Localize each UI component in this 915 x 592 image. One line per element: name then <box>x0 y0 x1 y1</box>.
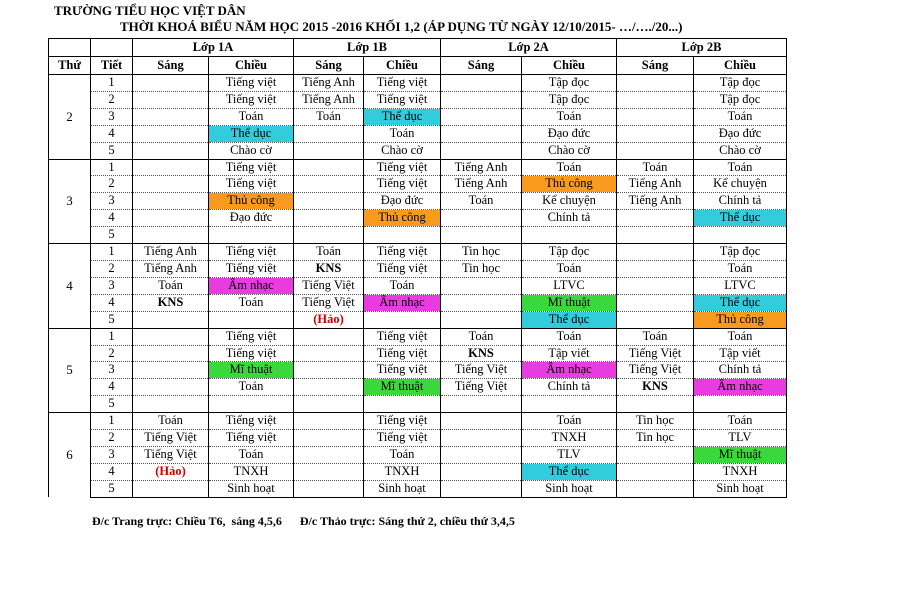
subject-cell <box>294 345 364 362</box>
period-row <box>49 345 787 362</box>
period-row <box>49 108 787 125</box>
subject-cell: Thể dục <box>364 108 441 125</box>
subject-cell: Tiếng Anh <box>617 193 694 210</box>
sang-header: Sáng <box>441 57 522 75</box>
subject-cell: Mĩ thuật <box>522 294 617 311</box>
subject-cell <box>617 396 694 413</box>
subject-cell: Tiếng việt <box>364 244 441 261</box>
subject-cell: Thể dục <box>209 125 294 142</box>
period-number: 5 <box>91 311 133 328</box>
subject-cell <box>133 176 209 193</box>
subject-cell: Chính tả <box>694 362 787 379</box>
subject-cell <box>617 227 694 244</box>
subject-cell <box>617 125 694 142</box>
subject-cell: Tiếng việt <box>209 430 294 447</box>
subject-cell <box>133 311 209 328</box>
subject-cell: Chính tả <box>694 193 787 210</box>
subject-cell: TLV <box>694 430 787 447</box>
chieu-header: Chiều <box>694 57 787 75</box>
subject-cell <box>133 193 209 210</box>
subject-cell: Sinh hoạt <box>522 480 617 497</box>
subject-cell <box>133 108 209 125</box>
subject-cell: Tiếng Việt <box>294 277 364 294</box>
subject-cell <box>441 430 522 447</box>
subject-cell <box>209 227 294 244</box>
subject-cell: Tiếng việt <box>209 244 294 261</box>
subject-cell: Tiếng việt <box>364 328 441 345</box>
subject-cell <box>294 328 364 345</box>
subject-cell: Tiếng việt <box>209 75 294 92</box>
timetable <box>48 38 787 498</box>
subject-cell: Toán <box>522 108 617 125</box>
subject-cell: Sinh hoạt <box>694 480 787 497</box>
period-row <box>49 328 787 345</box>
subject-cell <box>441 125 522 142</box>
subject-cell: Tiếng Việt <box>617 345 694 362</box>
period-row <box>49 463 787 480</box>
subject-cell <box>294 227 364 244</box>
day-label: 3 <box>49 159 91 244</box>
subject-cell: Tiếng việt <box>209 91 294 108</box>
subject-cell: Tiếng việt <box>209 260 294 277</box>
subject-cell <box>617 142 694 159</box>
chieu-header: Chiều <box>522 57 617 75</box>
subject-cell: Tiếng Anh <box>441 159 522 176</box>
subject-cell: Toán <box>294 108 364 125</box>
subject-cell: Toán <box>441 328 522 345</box>
period-row <box>49 142 787 159</box>
subject-cell <box>441 396 522 413</box>
subject-cell: Tiếng Việt <box>294 294 364 311</box>
period-number: 2 <box>91 345 133 362</box>
subject-cell <box>209 311 294 328</box>
period-number: 1 <box>91 159 133 176</box>
subject-cell: KNS <box>441 345 522 362</box>
subject-cell <box>294 193 364 210</box>
subject-cell: Toán <box>133 413 209 430</box>
period-number: 2 <box>91 176 133 193</box>
subject-cell: Toán <box>364 446 441 463</box>
subject-cell: Tiếng việt <box>364 413 441 430</box>
period-row <box>49 379 787 396</box>
subject-cell: Tin học <box>617 413 694 430</box>
subject-cell <box>617 311 694 328</box>
subject-cell <box>617 244 694 261</box>
subject-cell: Mĩ thuật <box>209 362 294 379</box>
period-number: 3 <box>91 277 133 294</box>
subject-cell: Toán <box>522 328 617 345</box>
subject-cell <box>441 413 522 430</box>
subject-cell <box>294 413 364 430</box>
period-number: 4 <box>91 379 133 396</box>
subject-cell <box>441 108 522 125</box>
period-number: 3 <box>91 446 133 463</box>
subject-cell <box>441 311 522 328</box>
subject-cell: Tiếng Anh <box>133 260 209 277</box>
subject-cell: Toán <box>209 108 294 125</box>
subject-cell: Toán <box>294 244 364 261</box>
subject-cell <box>364 227 441 244</box>
subject-cell: Toán <box>133 277 209 294</box>
subject-cell: Toán <box>522 413 617 430</box>
subject-cell: Toán <box>694 413 787 430</box>
subject-cell <box>617 463 694 480</box>
period-number: 1 <box>91 413 133 430</box>
subject-cell: Tiếng việt <box>364 176 441 193</box>
day-label: 4 <box>49 244 91 329</box>
subject-cell <box>133 75 209 92</box>
subject-cell: Đạo đức <box>364 193 441 210</box>
subject-cell <box>133 227 209 244</box>
subject-cell <box>694 396 787 413</box>
subject-cell: Kể chuyện <box>522 193 617 210</box>
subject-cell <box>133 345 209 362</box>
period-row <box>49 311 787 328</box>
period-row <box>49 210 787 227</box>
period-number: 4 <box>91 294 133 311</box>
subject-cell <box>294 159 364 176</box>
subject-cell: Thủ công <box>209 193 294 210</box>
subject-cell: Tiếng việt <box>209 413 294 430</box>
subject-cell: KNS <box>133 294 209 311</box>
period-row <box>49 125 787 142</box>
subject-cell <box>617 294 694 311</box>
subject-cell: Tiếng Anh <box>441 176 522 193</box>
thu-header: Thứ <box>49 57 91 75</box>
subject-cell: (Hảo) <box>294 311 364 328</box>
period-number: 4 <box>91 210 133 227</box>
subject-cell: Kể chuyện <box>694 176 787 193</box>
subject-cell <box>617 75 694 92</box>
period-number: 5 <box>91 227 133 244</box>
subject-cell: Tập đọc <box>694 244 787 261</box>
subject-cell: Âm nhạc <box>209 277 294 294</box>
subject-cell <box>441 91 522 108</box>
subject-cell: Tập đọc <box>694 75 787 92</box>
period-row <box>49 91 787 108</box>
subject-cell <box>441 210 522 227</box>
subject-cell: Tiếng Anh <box>294 91 364 108</box>
day-label: 6 <box>49 413 91 498</box>
period-row <box>49 396 787 413</box>
subject-cell: Toán <box>209 294 294 311</box>
timetable-title: THỜI KHOÁ BIỂU NĂM HỌC 2015 -2016 KHỐI 1,2 (ÁP DỤNG TỪ NGÀY 12/10/2015- …/…./20...) <box>120 19 683 34</box>
subject-cell <box>133 396 209 413</box>
period-row <box>49 159 787 176</box>
header-spacer <box>91 39 133 57</box>
tiet-header: Tiết <box>91 57 133 75</box>
subject-cell <box>441 294 522 311</box>
subject-cell: Thủ công <box>694 311 787 328</box>
subject-cell <box>617 210 694 227</box>
sang-header: Sáng <box>617 57 694 75</box>
subject-cell: Chính tả <box>522 210 617 227</box>
subject-cell: Chào cờ <box>694 142 787 159</box>
subject-cell <box>522 227 617 244</box>
subject-cell: Toán <box>617 328 694 345</box>
subject-cell <box>294 396 364 413</box>
subject-cell <box>294 142 364 159</box>
period-number: 5 <box>91 142 133 159</box>
subject-cell: Mĩ thuật <box>364 379 441 396</box>
subject-cell <box>209 396 294 413</box>
subject-cell: Tiếng việt <box>209 345 294 362</box>
subject-cell: Tập đọc <box>522 244 617 261</box>
subject-cell: LTVC <box>522 277 617 294</box>
subject-cell: Thể dục <box>522 311 617 328</box>
subject-cell <box>441 480 522 497</box>
subject-cell: Toán <box>209 446 294 463</box>
subject-cell: Tin học <box>441 260 522 277</box>
subject-cell: Toán <box>522 159 617 176</box>
subject-cell <box>133 480 209 497</box>
subject-cell: Chào cờ <box>209 142 294 159</box>
subject-cell <box>617 277 694 294</box>
subject-cell <box>364 396 441 413</box>
subject-cell <box>133 362 209 379</box>
school-name: TRƯỜNG TIỂU HỌC VIỆT DÂN <box>54 3 246 18</box>
subject-cell: KNS <box>294 260 364 277</box>
subject-cell: Toán <box>617 159 694 176</box>
subject-cell: Tiếng việt <box>209 328 294 345</box>
subject-cell: Tiếng việt <box>364 260 441 277</box>
subject-cell <box>133 91 209 108</box>
subject-cell <box>441 142 522 159</box>
subject-cell <box>294 379 364 396</box>
subject-cell: TNXH <box>522 430 617 447</box>
subject-cell: Chào cờ <box>522 142 617 159</box>
subject-cell: Tiếng Anh <box>617 176 694 193</box>
subject-cell: Âm nhạc <box>364 294 441 311</box>
header-spacer <box>49 39 91 57</box>
subject-cell: TNXH <box>694 463 787 480</box>
period-row <box>49 430 787 447</box>
subject-cell: TLV <box>522 446 617 463</box>
subject-cell <box>617 480 694 497</box>
chieu-header: Chiều <box>364 57 441 75</box>
subject-cell: (Hảo) <box>133 463 209 480</box>
subject-cell <box>294 176 364 193</box>
subject-cell <box>133 142 209 159</box>
subject-cell <box>441 277 522 294</box>
subject-cell: Sinh hoạt <box>364 480 441 497</box>
subject-cell <box>294 125 364 142</box>
subject-cell: Tập đọc <box>694 91 787 108</box>
period-row <box>49 176 787 193</box>
period-row <box>49 413 787 430</box>
subject-cell: Toán <box>364 125 441 142</box>
period-number: 4 <box>91 463 133 480</box>
subject-cell <box>441 446 522 463</box>
period-row <box>49 75 787 92</box>
period-number: 2 <box>91 430 133 447</box>
day-label: 5 <box>49 328 91 413</box>
subject-cell: Toán <box>522 260 617 277</box>
subject-cell <box>522 396 617 413</box>
period-number: 3 <box>91 108 133 125</box>
subject-cell: Đạo đức <box>694 125 787 142</box>
subject-cell: Toán <box>694 260 787 277</box>
subject-cell: Đạo đức <box>209 210 294 227</box>
class-header: Lớp 2B <box>617 39 787 57</box>
subject-cell: Thể dục <box>694 294 787 311</box>
subject-cell: Âm nhạc <box>694 379 787 396</box>
subject-cell <box>617 446 694 463</box>
subject-cell: Âm nhạc <box>522 362 617 379</box>
subject-cell: Tiếng việt <box>364 75 441 92</box>
period-number: 3 <box>91 193 133 210</box>
subject-cell: Tiếng việt <box>364 345 441 362</box>
chieu-header: Chiều <box>209 57 294 75</box>
subject-cell <box>133 210 209 227</box>
subject-cell: Tập viết <box>522 345 617 362</box>
subject-cell: Tin học <box>617 430 694 447</box>
subject-cell <box>294 362 364 379</box>
sang-header: Sáng <box>133 57 209 75</box>
period-row <box>49 446 787 463</box>
subject-cell <box>617 260 694 277</box>
subject-cell: Tiếng việt <box>364 159 441 176</box>
class-header: Lớp 1A <box>133 39 294 57</box>
subject-cell: Tập đọc <box>522 75 617 92</box>
period-number: 1 <box>91 75 133 92</box>
subject-cell <box>294 430 364 447</box>
subject-cell: Toán <box>694 328 787 345</box>
subject-cell: Đạo đức <box>522 125 617 142</box>
subject-cell: Thể dục <box>522 463 617 480</box>
period-row <box>49 294 787 311</box>
subject-cell <box>617 108 694 125</box>
subject-cell: Tiếng Việt <box>133 430 209 447</box>
subject-cell: Tiếng việt <box>364 430 441 447</box>
sang-header: Sáng <box>294 57 364 75</box>
subject-cell: Tiếng Anh <box>133 244 209 261</box>
subject-cell: KNS <box>617 379 694 396</box>
period-number: 4 <box>91 125 133 142</box>
subject-cell: Thủ công <box>364 210 441 227</box>
subject-cell: Toán <box>364 277 441 294</box>
subject-cell: Toán <box>694 159 787 176</box>
period-number: 5 <box>91 480 133 497</box>
subject-cell <box>294 446 364 463</box>
subject-cell <box>133 159 209 176</box>
period-number: 3 <box>91 362 133 379</box>
subject-cell: Sinh hoạt <box>209 480 294 497</box>
subject-cell <box>294 210 364 227</box>
period-row <box>49 480 787 497</box>
period-row <box>49 260 787 277</box>
subject-cell <box>133 328 209 345</box>
subject-cell: Tiếng Việt <box>617 362 694 379</box>
class-header: Lớp 1B <box>294 39 441 57</box>
subject-cell <box>294 480 364 497</box>
subject-cell: Toán <box>209 379 294 396</box>
subject-cell: Tiếng Việt <box>441 379 522 396</box>
subject-cell: Tiếng việt <box>364 362 441 379</box>
subject-cell <box>441 463 522 480</box>
subject-cell: Thủ công <box>522 176 617 193</box>
subject-cell: Tập đọc <box>522 91 617 108</box>
period-row <box>49 277 787 294</box>
subject-cell: TNXH <box>364 463 441 480</box>
subject-cell <box>441 75 522 92</box>
subject-cell: LTVC <box>694 277 787 294</box>
duty-note: Đ/c Trang trực: Chiều T6, sáng 4,5,6 Đ/c Thảo trực: Sáng thứ 2, chiều thứ 3,4,5 <box>92 514 515 528</box>
subject-cell: Tiếng Việt <box>133 446 209 463</box>
period-row <box>49 227 787 244</box>
subject-cell: Tiếng việt <box>209 159 294 176</box>
period-row <box>49 362 787 379</box>
period-row <box>49 193 787 210</box>
subject-cell: Tập viết <box>694 345 787 362</box>
class-header: Lớp 2A <box>441 39 617 57</box>
subject-cell: Toán <box>441 193 522 210</box>
period-number: 2 <box>91 91 133 108</box>
subject-cell <box>133 379 209 396</box>
subject-cell <box>694 227 787 244</box>
period-number: 2 <box>91 260 133 277</box>
subject-cell <box>294 463 364 480</box>
subject-cell <box>441 227 522 244</box>
day-label: 2 <box>49 75 91 160</box>
subject-cell: Mĩ thuật <box>694 446 787 463</box>
subject-cell: Chào cờ <box>364 142 441 159</box>
subject-cell: Chính tả <box>522 379 617 396</box>
period-number: 1 <box>91 328 133 345</box>
period-number: 5 <box>91 396 133 413</box>
subject-cell: Tiếng Việt <box>441 362 522 379</box>
subject-cell: Toán <box>694 108 787 125</box>
subject-cell: TNXH <box>209 463 294 480</box>
subject-cell: Tiếng việt <box>209 176 294 193</box>
subject-cell: Tiếng việt <box>364 91 441 108</box>
subject-cell: Tiếng Anh <box>294 75 364 92</box>
subject-cell <box>617 91 694 108</box>
subject-cell <box>364 311 441 328</box>
subject-cell: Tin học <box>441 244 522 261</box>
period-row <box>49 244 787 261</box>
period-number: 1 <box>91 244 133 261</box>
subject-cell: Thể dục <box>694 210 787 227</box>
subject-cell <box>133 125 209 142</box>
